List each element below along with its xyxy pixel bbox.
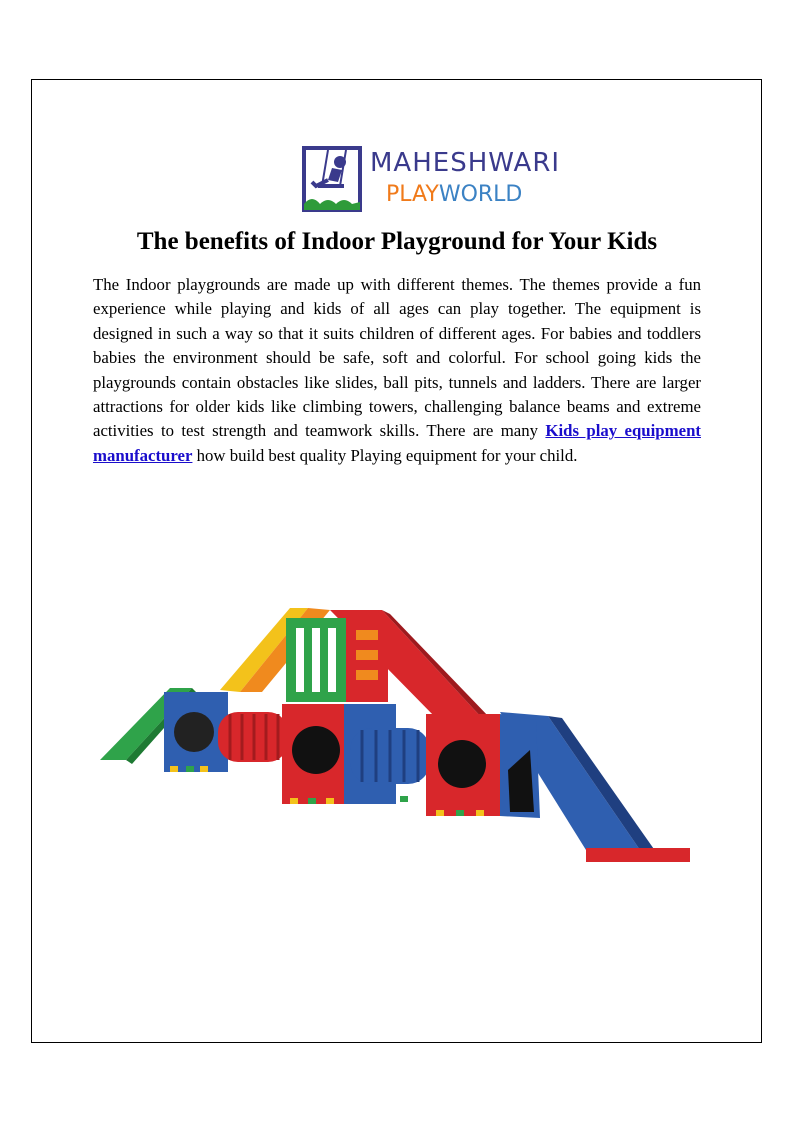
body-text-before-link: The Indoor playgrounds are made up with different themes. The themes provide a fun experience while playing and kids of all ages can play together. The equipment is designed in such a way so that it suits children of different ages. For babies and toddlers babies the environment should be safe, soft and colorful. For school going kids the playgrounds contain obstacles like slides, ball pits, tunnels and ladders. There are larger attractions for older kids like climbing towers, challenging balance beams and extreme activities to test strength and teamwork skills. There are many (93, 275, 701, 441)
manufacturer-link[interactable]: Kids play equipment manufacturer (93, 421, 701, 465)
logo-text-play: PLAY (386, 182, 439, 207)
page-title: The benefits of Indoor Playground for Your Kids (136, 228, 658, 255)
playground-equipment-image (100, 600, 700, 872)
logo (302, 146, 561, 216)
body-text-after-link: how build best quality Playing equipment for your child. (192, 445, 578, 465)
logo-text-playworld (386, 182, 522, 207)
logo-text-world: WORLD (438, 182, 523, 207)
body-paragraph (93, 273, 701, 468)
page-border (31, 79, 762, 1043)
logo-text-maheshwari: MAHESHWARI (370, 148, 561, 178)
logo-swing-icon (302, 146, 362, 212)
